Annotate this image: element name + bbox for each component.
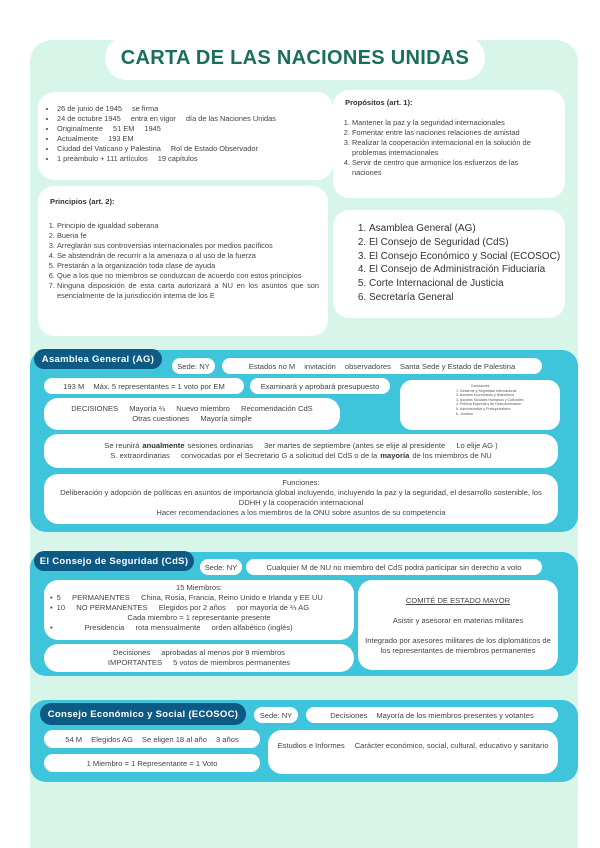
fact-item (57, 104, 333, 114)
principio-item: 2. Buena fe (57, 231, 319, 241)
ag-miembros-pill (44, 378, 244, 394)
principios-heading: Principios (art. 2): (50, 197, 115, 206)
fact-part: entra en vigor (130, 114, 176, 123)
principio-item: 1. Principio de igualdad soberana (57, 221, 319, 231)
principio-item: 4. Se abstendrán de recurrir a la amenaza o al uso de la fuerza (57, 251, 319, 261)
ag-decisiones-label: DECISIONES (71, 404, 119, 413)
ecosoc-miembros-por-ano: Se eligen 18 al año (141, 734, 207, 744)
bullet-icon: • (50, 603, 53, 612)
principio-item: 5. Prestarán a la organización toda clase de ayuda (57, 261, 319, 271)
ecosoc-decisiones-mayoria: Mayoría de los miembros presentes y votantes (376, 710, 534, 720)
facts-card (38, 92, 333, 180)
comision-item: 2. Asuntos económicos y financieros (456, 393, 515, 398)
cds-decisiones-label: Decisiones (113, 648, 151, 657)
cds-participacion-pill (246, 559, 542, 575)
ecosoc-estudios-box (268, 730, 558, 774)
principios-list (38, 221, 319, 301)
cds-comite-box (358, 580, 558, 670)
cds-presidencia-orden: orden alfabético (inglés) (211, 623, 293, 632)
ag-sesiones-box (44, 434, 558, 468)
proposito-item: 3. Realizar la cooperación internacional en la solución de problemas internacionales (352, 138, 547, 158)
cds-permanentes (44, 593, 354, 603)
ag-sede-pill (172, 358, 215, 374)
fact-item (57, 154, 333, 164)
bullet-icon: • (50, 623, 53, 632)
principio-item: 3. Arreglarán sus controversias internacionales por medios pacíficos (57, 241, 319, 251)
ag-sesiones-extraordinarias: S. extraordinarias (110, 451, 170, 460)
ag-funcion-1: Deliberación y adopción de políticas en asuntos de importancia global incluyendo, incluyendo la paz y la seguridad, el desarrollo sostenible, los DDHH y la cooperación internacional (60, 488, 542, 507)
bullet-icon: • (50, 593, 53, 602)
ag-decisiones-mayoria-simple: Mayoría simple (200, 414, 252, 423)
cds-presidencia-rota: rota mensualmente (135, 623, 201, 632)
comision-item: 1. Desarme y Seguridad Internacional (456, 388, 517, 393)
ag-funciones-heading: Funciones: (282, 478, 320, 487)
fact-item (57, 124, 333, 134)
ag-sesiones-presidente: Lo elije AG ) (456, 441, 498, 450)
cds-perm-paises: China, Rusia, Francia, Reino Unido e Irlanda y EE UU (140, 593, 323, 602)
cds-representante: Cada miembro = 1 representante presente (127, 613, 271, 622)
ag-sesiones-ordinarias: sesiones ordinarias (187, 441, 253, 450)
ag-estados-pill (222, 358, 542, 374)
ecosoc-miembros-elegidos: Elegidos AG (91, 734, 133, 744)
cds-noperm-count: 10 (56, 603, 66, 612)
ag-funcion-2: Hacer recomendaciones a los miembros de la ONU sobre asuntos de su competencia (156, 508, 446, 517)
fact-part: 26 de junio de 1945 (57, 104, 122, 113)
cds-comite-heading: COMITÉ DE ESTADO MAYOR (405, 596, 511, 605)
comision-item: 5. Administrativa y Presupuestaria (456, 406, 511, 411)
ag-comisiones-box (400, 380, 560, 430)
cds-importantes-votos: 5 votos de miembros permanentes (173, 658, 291, 667)
ag-decisiones-otras: Otras cuestiones (132, 414, 190, 423)
ecosoc-representante: 1 Miembro = 1 Representante = 1 Voto (86, 758, 218, 768)
cds-perm-label: PERMANENTES (72, 593, 130, 602)
ag-sede: Sede: NY (177, 361, 210, 371)
fact-part: 193 EM (108, 134, 134, 143)
proposito-item: 1. Mantener la paz y la seguridad internacionales (352, 118, 547, 128)
cds-noperm-mayoria: por mayoría de ⅔ AG (236, 603, 310, 612)
ecosoc-miembros-duracion: 3 años (215, 734, 239, 744)
fact-part: 24 de octubre 1945 (57, 114, 121, 123)
ag-miembros-votos: Máx. 5 representantes = 1 voto por EM (93, 381, 225, 391)
cds-noperm-eleccion: Elegidos por 2 años (158, 603, 226, 612)
ag-sesiones-fecha: 3er martes de septiembre (antes se elije al presidente (264, 441, 446, 450)
cds-sede-pill (200, 559, 242, 575)
ag-estados-ejemplos: Santa Sede y Estado de Palestina (399, 361, 516, 371)
principio-item: 6. Que a los que no miembros se conduzcan de acuerdo con estos principios (57, 271, 319, 281)
ag-sesiones-anualmente: anualmente (142, 441, 185, 450)
cds-perm-count: 5 (56, 593, 61, 602)
ecosoc-estudios-label: Estudios e Informes (277, 741, 345, 750)
fact-item (57, 144, 333, 154)
organo-item: 6. Secretaría General (369, 291, 565, 305)
ecosoc-decisiones-label: Decisiones (330, 710, 368, 720)
ag-sesiones-convocadas: convocadas por el Secretario G a solicitud del CdS o de la (180, 451, 378, 460)
ag-decisiones-mayoria: Mayoría ⅔ (129, 404, 166, 413)
propositos-list (333, 118, 547, 178)
cds-no-permanentes (44, 603, 354, 613)
organo-item: 2. El Consejo de Seguridad (CdS) (369, 236, 565, 250)
ag-comisiones-heading: Comisiones (470, 384, 490, 388)
comision-item: 4. Política Especial y de Descolonización (456, 402, 522, 407)
cds-comite-integracion: Integrado por asesores militares de los diplomáticos de los representantes de miembros permanentes (365, 636, 551, 655)
proposito-item: 2. Fomentar entre las naciones relaciones de amistad (352, 128, 547, 138)
ecosoc-tab: Consejo Económico y Social (ECOSOC) (40, 703, 246, 725)
comision-item: 6. Jurídica (456, 411, 473, 416)
fact-part: Actualmente (57, 134, 99, 143)
cds-decisiones-box (44, 644, 354, 672)
organo-item: 5. Corte Internacional de Justicia (369, 277, 565, 291)
proposito-item: 4. Servir de centro que armonice los esfuerzos de las naciones (352, 158, 547, 178)
fact-part: Ciudad del Vaticano y Palestina (57, 144, 161, 153)
organo-item: 1. Asamblea General (AG) (369, 222, 565, 236)
fact-part: 1945 (144, 124, 161, 133)
cds-participacion: Cualquier M de NU no miembro del CdS podrá participar sin derecho a voto (266, 562, 522, 572)
propositos-card (333, 90, 565, 198)
cds-importantes-label: IMPORTANTES (107, 658, 163, 667)
ag-estados-invitacion: invitación (304, 361, 336, 371)
organo-item: 3. El Consejo Económico y Social (ECOSOC) (369, 250, 565, 264)
ag-presupuesto: Examinará y aprobará presupuesto (260, 381, 380, 391)
ag-comisiones-list (400, 389, 560, 417)
ag-presupuesto-pill (250, 378, 390, 394)
fact-item (57, 114, 333, 124)
cds-miembros-box (44, 580, 354, 640)
propositos-heading: Propósitos (art. 1): (345, 98, 413, 107)
cds-decisiones-votos: aprobadas al menos por 9 miembros (161, 648, 285, 657)
ag-sesiones-mayoria: mayoría (380, 451, 410, 460)
ag-decisiones-nuevo-miembro: Nuevo miembro (176, 404, 230, 413)
fact-part: se firma (131, 104, 159, 113)
fact-part: Originalmente (57, 124, 104, 133)
cds-noperm-label: NO PERMANENTES (76, 603, 148, 612)
ag-sesiones-label: Se reunirá (104, 441, 140, 450)
ag-estados-label: Estados no M (248, 361, 296, 371)
cds-presidencia-label: Presidencia (84, 623, 125, 632)
ecosoc-estudios-caracter: Carácter económico, social, cultural, educativo y sanitario (354, 741, 549, 750)
ag-decisiones-recomendacion: Recomendación CdS (240, 404, 313, 413)
ecosoc-decisiones-pill (306, 707, 558, 723)
fact-part: 1 preámbulo + 111 artículos (57, 154, 148, 163)
ag-sesiones-miembros: de los miembros de NU (412, 451, 492, 460)
fact-part: 51 EM (113, 124, 135, 133)
ecosoc-miembros-pill (44, 730, 260, 748)
fact-part: Rol de Estado Observador (170, 144, 258, 153)
fact-part: 19 capítulos (157, 154, 198, 163)
comision-item: 3. Asuntos Sociales Humanos y Culturales (456, 397, 524, 402)
ag-decisiones-box (44, 398, 340, 430)
ecosoc-representante-pill (44, 754, 260, 772)
cds-tab: El Consejo de Seguridad (CdS) (34, 551, 194, 571)
cds-comite-funcion: Asistir y asesorar en materias militares (392, 616, 524, 625)
ag-estados-observadores: observadores (344, 361, 391, 371)
organos-card (333, 210, 565, 318)
facts-list (46, 104, 333, 164)
ag-tab: Asamblea General (AG) (34, 349, 162, 369)
ecosoc-sede: Sede: NY (259, 710, 293, 720)
ecosoc-sede-pill (254, 707, 298, 723)
page-title: CARTA DE LAS NACIONES UNIDAS (105, 36, 485, 80)
cds-miembros-heading: 15 Miembros: (175, 583, 222, 592)
organo-item: 4. El Consejo de Administración Fiduciaria (369, 263, 565, 277)
ecosoc-miembros-count: 54 M (65, 734, 83, 744)
organos-list (333, 222, 565, 305)
ag-funciones-box (44, 474, 558, 524)
cds-presidencia (44, 623, 354, 633)
cds-sede: Sede: NY (204, 562, 238, 572)
principio-item: 7. Ninguna disposición de esta carta autorizará a NU en los asuntos que son esencialmente de la jurisdicción interna de los E (57, 281, 319, 301)
fact-item (57, 134, 333, 144)
ag-miembros-count: 193 M (63, 381, 85, 391)
principios-card (38, 186, 328, 336)
fact-part: día de las Naciones Unidas (185, 114, 276, 123)
